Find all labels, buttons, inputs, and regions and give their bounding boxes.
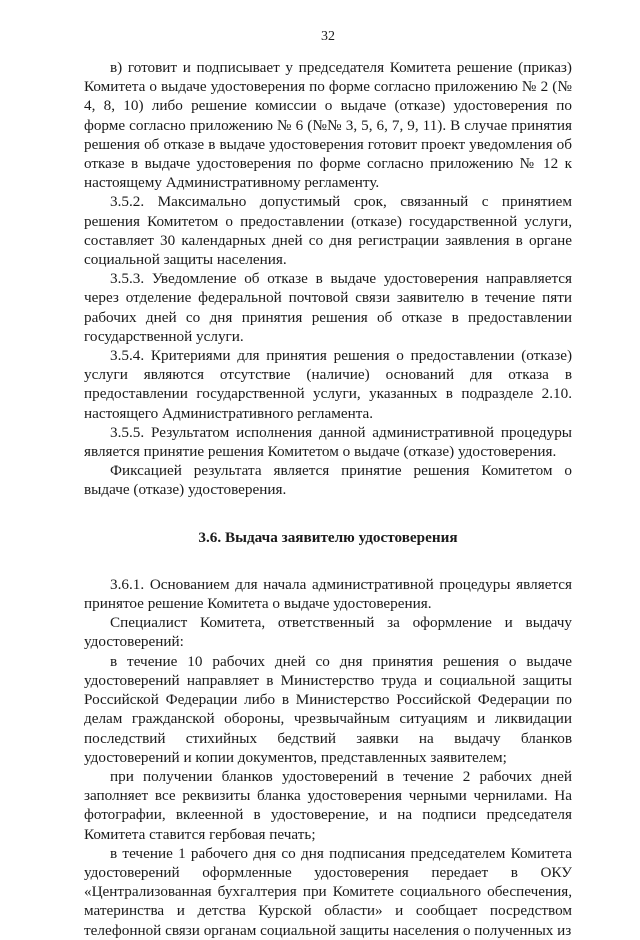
paragraph: в течение 1 рабочего дня со дня подписания председателем Комитета удостоверений оформленные удостоверения передает в ОКУ «Централизованная бухгалтерия при Комитете социального обеспечения, материнства и детства Курской области» и сообщает посредством телефонной связи органам социальной защиты населения о полученных из bbox=[84, 844, 572, 939]
paragraph: 3.5.4. Критериями для принятия решения о предоставлении (отказе) услуги являются отсутствие (наличие) оснований для отказа в предоставлении государственной услуги, указанных в подразделе 2.10. настоящего Административного регламента. bbox=[84, 347, 572, 422]
paragraph: при получении бланков удостоверений в течение 2 рабочих дней заполняет все реквизиты бланка удостоверения черными чернилами. На фотографии, вклеенной в удостоверение, и на подписи председателя Комитета ставится гербовая печать; bbox=[84, 767, 572, 843]
paragraph: 3.5.5. Результатом исполнения данной административной процедуры является принятие решения Комитетом о выдаче (отказе) удостоверения. bbox=[84, 423, 572, 461]
paragraph: Фиксацией результата является принятие решения Комитетом о выдаче (отказе) удостоверения. bbox=[84, 462, 572, 499]
paragraph: Специалист Комитета, ответственный за оформление и выдачу удостоверений: bbox=[84, 614, 572, 651]
page-number: 32 bbox=[321, 29, 335, 44]
paragraph: 3.6.1. Основанием для начала административной процедуры является принятое решение Комитета о выдаче удостоверения. bbox=[84, 575, 572, 613]
paragraph: в течение 10 рабочих дней со дня принятия решения о выдаче удостоверений направляет в Министерство труда и социальной защиты Российской Федерации либо в Министерство Российской Федерации по делам гражданской обороны, чрезвычайным ситуациям и ликвидации последствий стихийных бедствий заявки на выдачу бланков удостоверений и копии документов, представленных заявителем; bbox=[84, 652, 572, 766]
paragraph: 3.5.2. Максимально допустимый срок, связанный с принятием решения Комитетом о предоставлении (отказе) государственной услуги, составляет 30 календарных дней со дня регистрации заявления в органе социальной защиты населения. bbox=[84, 193, 572, 269]
document-page bbox=[84, 28, 572, 940]
section-heading: 3.6. Выдача заявителю удостоверения bbox=[198, 528, 458, 546]
paragraph: в) готовит и подписывает у председателя Комитета решение (приказ) Комитета о выдаче удостоверения по форме согласно приложению № 2 (№ 4, 8, 10) либо решение комиссии о выдаче (отказе) удостоверения по форме согласно приложению № 6 (№№ 3, 5, 6, 7, 9, 11). В случае принятия решения об отказе в выдаче удостоверения готовит проект уведомления об отказе в выдаче удостоверения по форме согласно приложению № 12 к настоящему Административному регламенту. bbox=[84, 59, 572, 192]
paragraph: 3.5.3. Уведомление об отказе в выдаче удостоверения направляется через отделение федеральной почтовой связи заявителю в течение пяти рабочих дней со дня принятия решения об отказе в предоставлении государственной услуги. bbox=[84, 270, 572, 345]
